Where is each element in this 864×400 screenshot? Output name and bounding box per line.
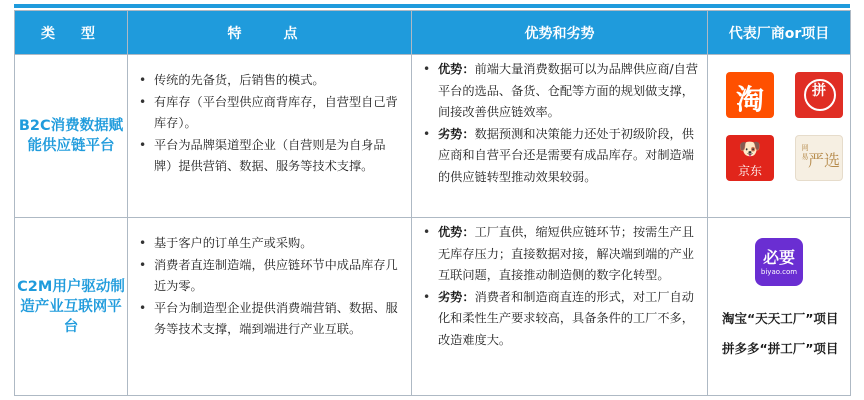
advantage-item [438, 59, 699, 124]
features-b2c [128, 55, 412, 218]
jd-logo-text: 京东 [737, 164, 762, 178]
category-c2m [15, 218, 128, 396]
biyao-logo-text: 必要 [762, 248, 795, 267]
category-b2c [15, 55, 128, 218]
feature-item: • 平台为制造型企业提供消费端营销、数据、服务等技术支撑，端到端进行产业互联。 [154, 298, 403, 341]
feature-item: • 基于客户的订单生产或采购。 [154, 233, 403, 255]
project-taobao-tiantian: 淘宝“天天工厂”项目 [722, 311, 839, 326]
comparison-table [14, 10, 851, 396]
table-row-b2c [15, 55, 851, 218]
netease-yanxuan-side-text: 网易 [801, 144, 809, 161]
project-pdd-pingongchang: 拼多多“拼工厂”项目 [722, 341, 839, 356]
advantage-item [438, 222, 699, 287]
advantage-text: 前端大量消费数据可以为品牌供应商/自营平台的选品、备货、仓配等方面的规划做支撑，间接改善供应链效率。 [438, 62, 699, 119]
header-type: 类 型 [15, 11, 128, 55]
vendors-b2c [708, 55, 851, 218]
jd-logo [726, 135, 774, 181]
pinduoduo-logo-text: 拼 [812, 83, 826, 99]
category-b2c-line1: B2C消费数据赋 [18, 118, 124, 134]
jd-dog-icon: 🐶 [738, 139, 762, 160]
feature-item: • 传统的先备货，后销售的模式。 [154, 70, 403, 92]
disadvantage-item [438, 124, 699, 189]
feature-item: • 平台为品牌渠道型企业（自营则是为自身品牌）提供营销、数据、服务等技术支撑。 [154, 135, 403, 178]
taobao-logo-text: 淘 [735, 83, 764, 116]
biyao-logo [755, 238, 803, 286]
disadvantage-text: 数据预测和决策能力还处于初级阶段，供应商和自营平台还是需要有成品库存。对制造端的供应链转型推动效果较弱。 [438, 126, 694, 184]
netease-yanxuan-logo [795, 135, 843, 181]
advantage-text: 工厂直供，缩短供应链环节；按需生产且无库存压力；直接数据对接，解决端到端的产业互联问题，直接推动制造侧的数字化转型。 [438, 225, 694, 282]
disadvantage-label: 劣势： [438, 289, 475, 304]
header-features: 特 点 [128, 11, 412, 55]
biyao-logo-url: biyao.com [760, 268, 798, 276]
table-row-c2m [15, 218, 851, 396]
category-c2m-line1: C2M用户驱动制 [17, 278, 125, 295]
category-c2m-line2: 造产业互联网平台 [20, 298, 122, 335]
logo-grid [708, 55, 850, 217]
advantage-label: 优势： [438, 225, 475, 239]
header-row [15, 11, 851, 55]
feature-item: • 有库存（平台型供应商背库存，自营型自己背库存）。 [154, 92, 403, 135]
category-b2c-line2: 能供应链平台 [27, 138, 115, 154]
taobao-logo [726, 72, 774, 118]
feature-item: • 消费者直连制造端，供应链环节中成品库存几近为零。 [154, 255, 403, 298]
advantage-label: 优势： [438, 62, 475, 76]
top-accent-line [14, 4, 850, 8]
netease-yanxuan-logo-text: 严选 [807, 151, 840, 170]
pinduoduo-logo [795, 72, 843, 118]
pros-cons-b2c [412, 55, 708, 218]
header-vendors: 代表厂商or项目 [708, 11, 851, 55]
disadvantage-item [438, 287, 699, 352]
disadvantage-text: 消费者和制造商直连的形式，对工厂自动化和柔性生产要求较高，具备条件的工厂不多，改造难度大。 [438, 289, 694, 347]
header-pros-cons: 优势和劣势 [412, 11, 708, 55]
vendors-c2m [708, 218, 851, 396]
pros-cons-c2m [412, 218, 708, 396]
features-c2m [128, 218, 412, 396]
disadvantage-label: 劣势： [438, 126, 475, 141]
